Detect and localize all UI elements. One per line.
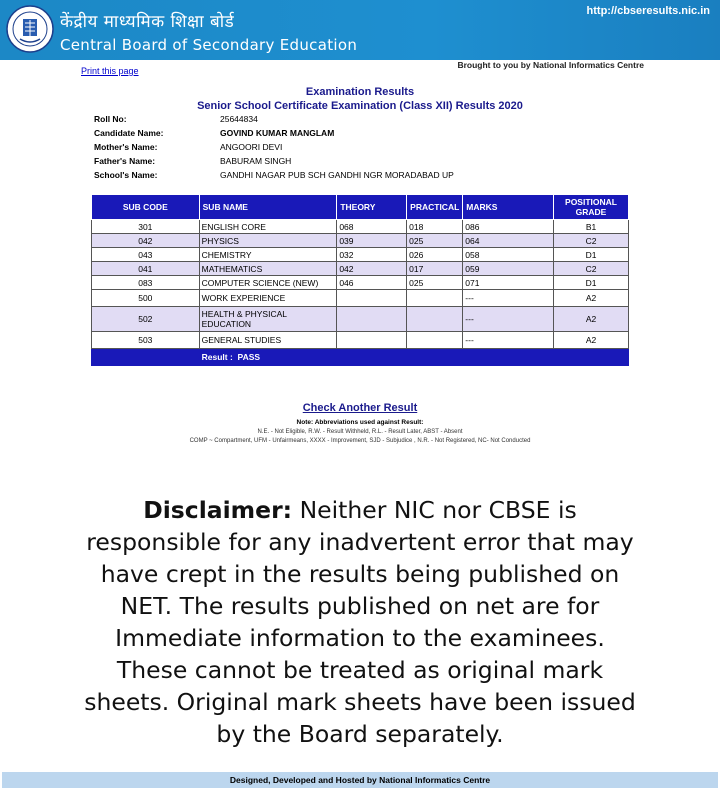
cell-marks: 064 (463, 234, 554, 248)
table-row (92, 276, 629, 290)
father-name-label: Father's Name: (94, 156, 156, 166)
disclaimer-text: Neither NIC nor CBSE is responsible for any inadvertent error that may have crept in the results being published on NET. The results published on net are for Immediate information to the examinees. These cannot be treated as original mark sheets. Original mark sheets have been issued by the Board separately. (84, 496, 636, 748)
cell-theory: 039 (337, 234, 407, 248)
site-footer: Designed, Developed and Hosted by National Informatics Centre (2, 772, 718, 788)
candidate-name-value: GOVIND KUMAR MANGLAM (220, 128, 335, 138)
father-name-value: BABURAM SINGH (220, 156, 292, 166)
cell-practical (407, 307, 463, 332)
result-spacer (92, 349, 200, 366)
cell-sub-code: 041 (92, 262, 200, 276)
cell-marks: 059 (463, 262, 554, 276)
cell-practical: 017 (407, 262, 463, 276)
marks-table (91, 194, 629, 366)
cell-practical: 025 (407, 234, 463, 248)
cell-sub-code: 083 (92, 276, 200, 290)
table-row (92, 307, 629, 332)
school-name-value: GANDHI NAGAR PUB SCH GANDHI NGR MORADABAD UP (220, 170, 454, 180)
table-row (92, 290, 629, 307)
cell-sub-name: PHYSICS (199, 234, 337, 248)
cell-sub-code: 301 (92, 220, 200, 234)
exam-title: Senior School Certificate Examination (Class XII) Results 2020 (197, 100, 523, 112)
result-value: PASS (237, 352, 261, 362)
cell-theory: 046 (337, 276, 407, 290)
cell-grade: B1 (554, 220, 629, 234)
candidate-name-label: Candidate Name: (94, 128, 164, 138)
cell-grade: D1 (554, 276, 629, 290)
print-page-link[interactable]: Print this page (81, 66, 139, 76)
col-header-marks: MARKS (463, 195, 554, 220)
cell-practical (407, 290, 463, 307)
cell-sub-code: 502 (92, 307, 200, 332)
cell-practical (407, 332, 463, 349)
table-header-row (92, 195, 629, 220)
brought-by-text: Brought to you by National Informatics Centre (457, 60, 644, 70)
cell-grade: A2 (554, 290, 629, 307)
cell-sub-name: MATHEMATICS (199, 262, 337, 276)
cell-practical: 026 (407, 248, 463, 262)
cell-sub-name: CHEMISTRY (199, 248, 337, 262)
mother-name-label: Mother's Name: (94, 142, 158, 152)
cell-sub-code: 042 (92, 234, 200, 248)
cell-theory (337, 332, 407, 349)
hindi-title: केंद्रीय माध्यमिक शिक्षा बोर्ड (60, 12, 235, 32)
result-label: Result : (201, 352, 233, 362)
table-row (92, 262, 629, 276)
cell-sub-code: 500 (92, 290, 200, 307)
cell-marks: --- (463, 307, 554, 332)
note-line-1: N.E. - Not Eligible, R.W. - Result Withheld, R.L. - Result Later, ABST - Absent (257, 429, 463, 435)
cell-practical: 025 (407, 276, 463, 290)
table-row (92, 234, 629, 248)
cell-sub-code: 043 (92, 248, 200, 262)
note-title: Note: Abbreviations used against Result: (296, 419, 424, 426)
cell-theory (337, 290, 407, 307)
cell-practical: 018 (407, 220, 463, 234)
col-header-sub-name: SUB NAME (199, 195, 337, 220)
cell-sub-name: HEALTH & PHYSICAL EDUCATION (199, 307, 337, 332)
disclaimer (80, 494, 640, 750)
mother-name-value: ANGOORI DEVI (220, 142, 283, 152)
cell-sub-name: COMPUTER SCIENCE (NEW) (199, 276, 337, 290)
cell-sub-name: ENGLISH CORE (199, 220, 337, 234)
cell-marks: --- (463, 332, 554, 349)
english-title: Central Board of Secondary Education (60, 36, 358, 54)
check-another-result-link[interactable]: Check Another Result (302, 402, 418, 414)
school-name-label: School's Name: (94, 170, 158, 180)
results-title: Examination Results (305, 86, 415, 98)
disclaimer-label: Disclaimer: (143, 496, 293, 524)
cell-grade: D1 (554, 248, 629, 262)
cell-sub-name: WORK EXPERIENCE (199, 290, 337, 307)
col-header-theory: THEORY (337, 195, 407, 220)
roll-no-value: 25644834 (220, 114, 258, 124)
cell-grade: C2 (554, 262, 629, 276)
cell-grade: A2 (554, 307, 629, 332)
cell-marks: 058 (463, 248, 554, 262)
cell-theory: 032 (337, 248, 407, 262)
col-header-practical: PRACTICAL (407, 195, 463, 220)
cell-grade: A2 (554, 332, 629, 349)
cell-theory (337, 307, 407, 332)
table-row (92, 248, 629, 262)
cell-theory: 042 (337, 262, 407, 276)
note-line-2: COMP ~ Compartment, UFM - Unfairmeans, XXXX - Improvement, SJD - Subjudice , N.R. - Not Registered, NC- Not Conducted (189, 438, 531, 444)
col-header-sub-code: SUB CODE (92, 195, 200, 220)
site-header (0, 0, 720, 60)
cell-marks: --- (463, 290, 554, 307)
cell-sub-code: 503 (92, 332, 200, 349)
cell-marks: 086 (463, 220, 554, 234)
table-row (92, 332, 629, 349)
result-cell (199, 349, 628, 366)
result-row (92, 349, 629, 366)
cell-theory: 068 (337, 220, 407, 234)
cell-marks: 071 (463, 276, 554, 290)
table-row (92, 220, 629, 234)
roll-no-label: Roll No: (94, 114, 127, 124)
col-header-grade: POSITIONAL GRADE (554, 195, 629, 220)
site-url[interactable]: http://cbseresults.nic.in (586, 5, 710, 17)
cell-sub-name: GENERAL STUDIES (199, 332, 337, 349)
cbse-emblem-icon (6, 5, 54, 53)
cell-grade: C2 (554, 234, 629, 248)
